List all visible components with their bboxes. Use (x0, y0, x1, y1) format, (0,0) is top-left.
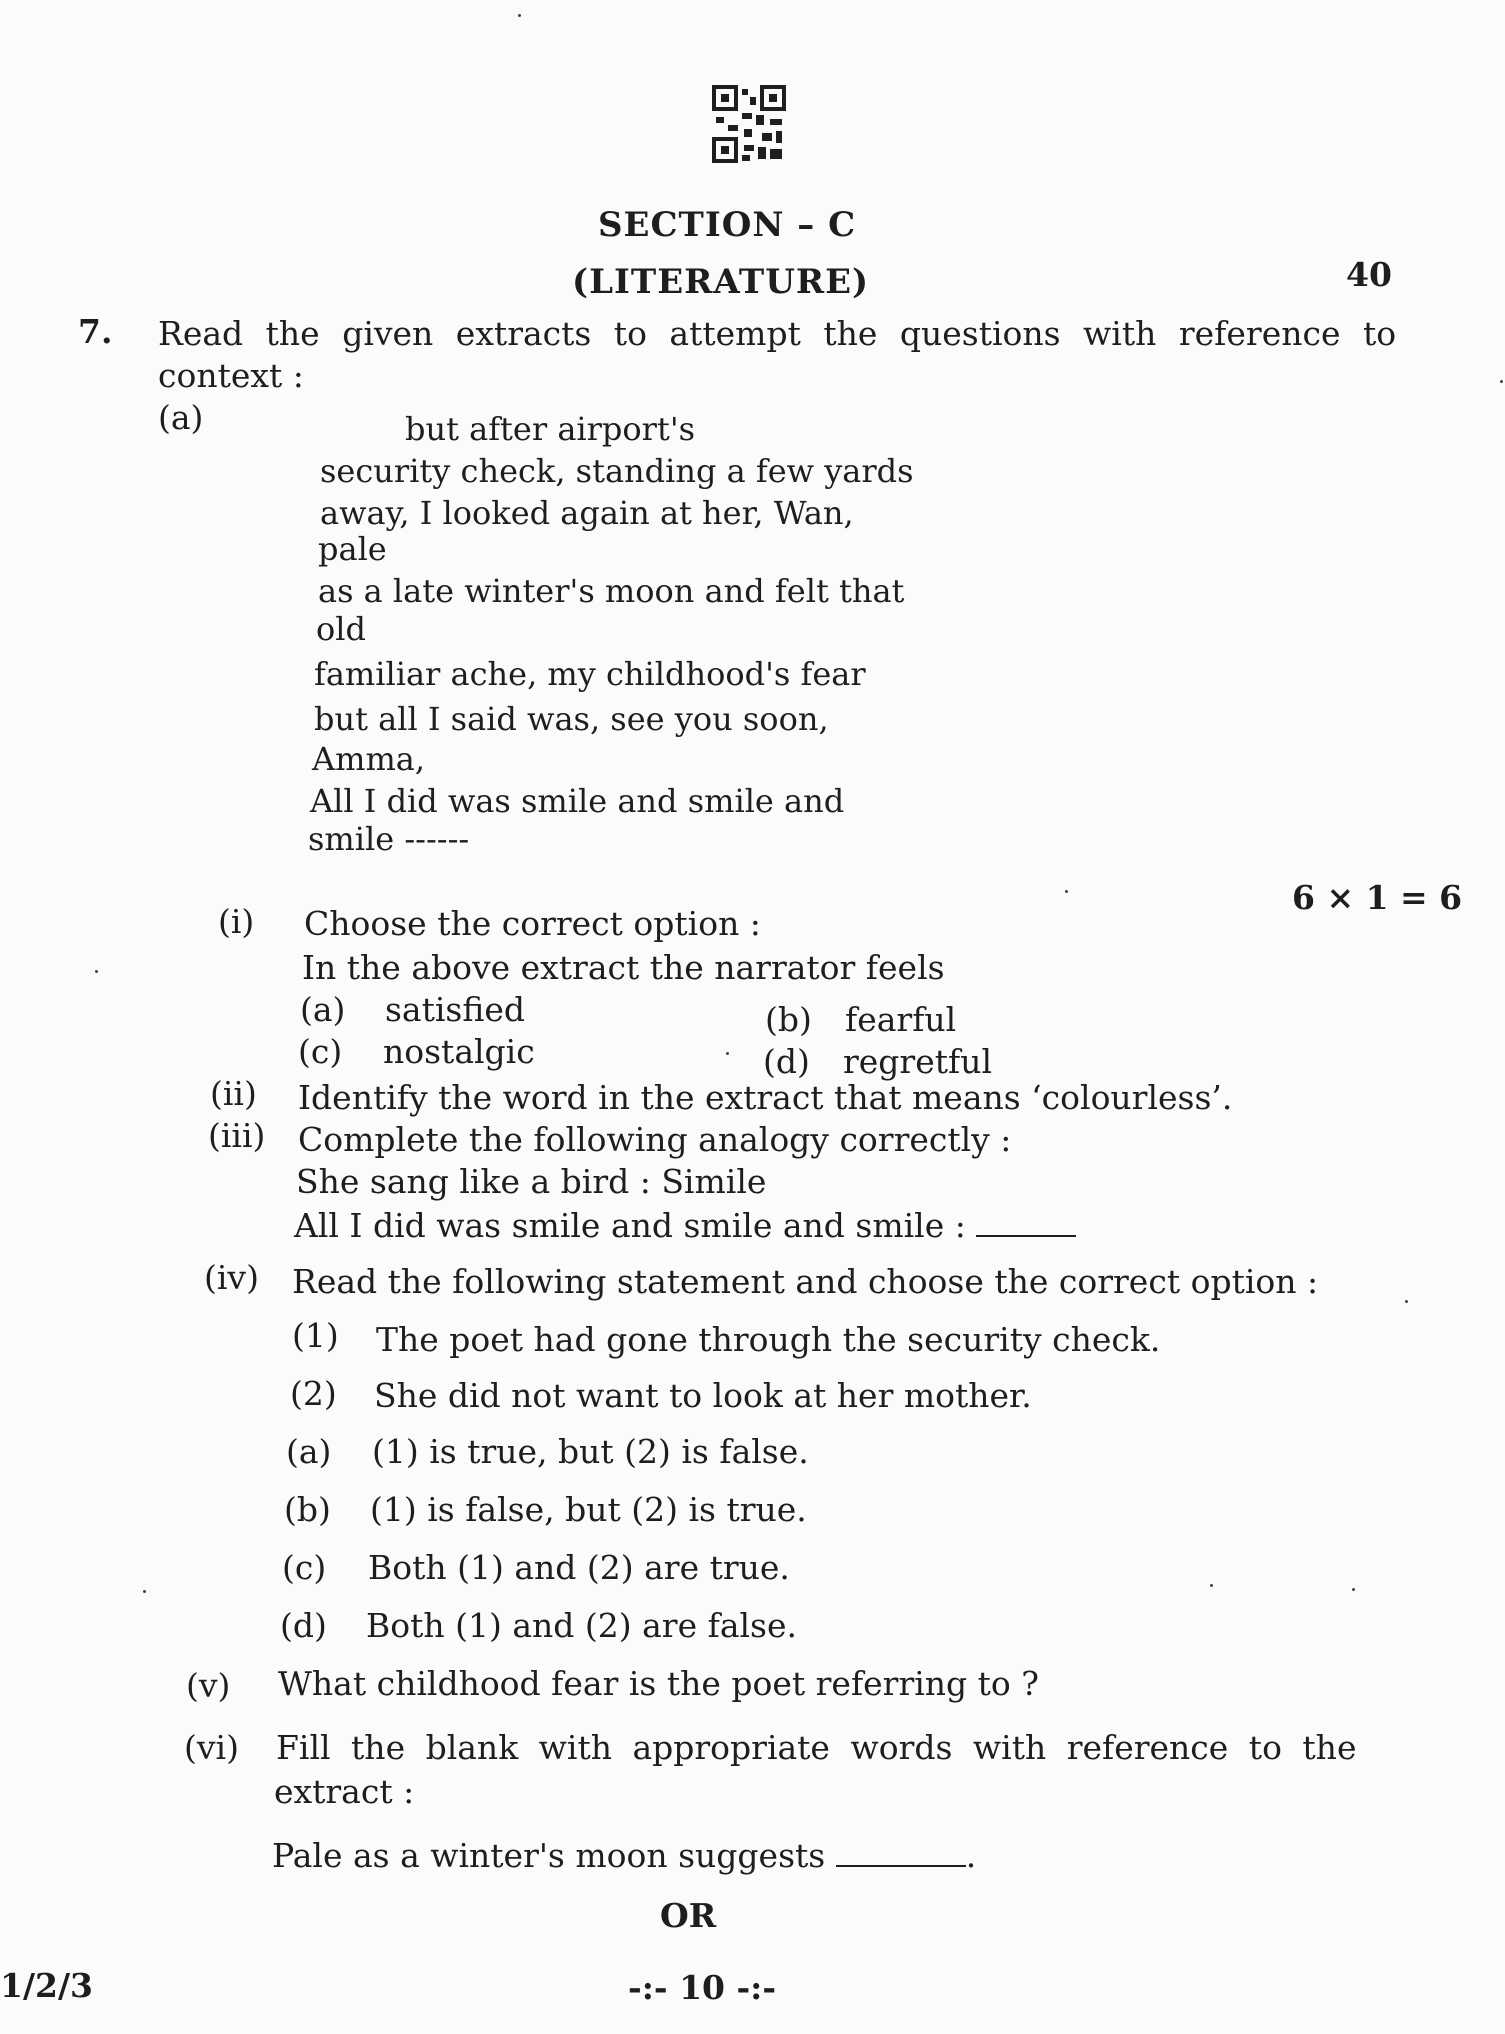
scan-speck (143, 1590, 146, 1593)
subq-ii-text: Identify the word in the extract that means ‘colourless’. (298, 1078, 1233, 1117)
scan-speck (726, 1052, 729, 1055)
poem-line: but all I said was, see you soon, (314, 700, 829, 738)
subq-label: (v) (186, 1666, 231, 1705)
option-text: satisfied (385, 990, 526, 1029)
option-label: (b) (284, 1490, 331, 1529)
option-label: (d) (280, 1606, 327, 1645)
scan-speck (1352, 1588, 1355, 1591)
option-label: (c) (298, 1032, 343, 1071)
statement-label: (2) (290, 1374, 337, 1413)
subq-label: (iv) (204, 1258, 259, 1297)
marks-scheme: 6 × 1 = 6 (1292, 878, 1463, 917)
subq-iii-line2: She sang like a bird : Simile (296, 1162, 767, 1201)
scan-speck (518, 14, 521, 17)
or-separator: OR (660, 1896, 717, 1935)
subq-label: (iii) (208, 1116, 266, 1155)
poem-line: security check, standing a few yards (320, 452, 914, 490)
section-subtitle: (LITERATURE) (572, 262, 870, 302)
poem-line: Amma, (312, 740, 426, 778)
subq-v-text: What childhood fear is the poet referring to ? (278, 1664, 1039, 1703)
poem-line: familiar ache, my childhood's fear (314, 655, 866, 693)
poem-line: All I did was smile and smile and (310, 782, 845, 820)
subq-i-line2: In the above extract the narrator feels (302, 948, 945, 987)
poem-line: away, I looked again at her, Wan, (320, 494, 854, 532)
option-text: Both (1) and (2) are false. (366, 1606, 797, 1645)
paper-code: 1/2/3 (0, 1966, 93, 2005)
section-marks: 40 (1346, 255, 1392, 294)
option-text: regretful (843, 1042, 993, 1081)
scan-speck (1065, 890, 1068, 893)
subq-iii-line3: All I did was smile and smile and smile : (294, 1206, 1076, 1245)
page-number: -:- 10 -:- (628, 1968, 777, 2007)
statement-text: The poet had gone through the security check. (376, 1320, 1161, 1359)
option-text: (1) is true, but (2) is false. (372, 1432, 809, 1471)
answer-blank (836, 1841, 966, 1867)
option-text: (1) is false, but (2) is true. (370, 1490, 807, 1529)
option-label: (a) (300, 990, 346, 1029)
poem-line: as a late winter's moon and felt that (318, 572, 905, 610)
option-label: (c) (282, 1548, 327, 1587)
question-number: 7. (78, 312, 113, 351)
scan-speck (1500, 380, 1503, 383)
subq-iii-line1: Complete the following analogy correctly : (298, 1120, 1012, 1159)
option-text: nostalgic (383, 1032, 535, 1071)
option-text: fearful (845, 1000, 957, 1039)
subq-iv-line1: Read the following statement and choose the correct option : (292, 1262, 1319, 1301)
subq-label: (i) (218, 902, 255, 941)
question-instruction-cont: context : (158, 356, 304, 395)
subq-vi-line3: Pale as a winter's moon suggests . (272, 1836, 977, 1875)
qr-code (712, 85, 786, 165)
poem-line: old (316, 610, 366, 648)
scan-speck (1405, 1300, 1408, 1303)
option-text: Both (1) and (2) are true. (368, 1548, 790, 1587)
poem-line: pale (318, 530, 387, 568)
question-instruction: Read the given extracts to attempt the questions with reference to (158, 314, 1397, 353)
option-label: (d) (763, 1042, 810, 1081)
subq-label: (vi) (184, 1728, 239, 1767)
statement-label: (1) (292, 1316, 339, 1355)
subq-label: (ii) (210, 1074, 257, 1113)
subq-vi-line1: Fill the blank with appropriate words with reference to the (276, 1728, 1357, 1767)
poem-line: but after airport's (405, 410, 696, 448)
option-label: (b) (765, 1000, 812, 1039)
poem-line: smile ------ (308, 820, 470, 858)
section-title: SECTION – C (598, 205, 857, 245)
part-label: (a) (158, 398, 204, 437)
scan-speck (95, 970, 98, 973)
scan-speck (1210, 1584, 1213, 1587)
option-label: (a) (286, 1432, 332, 1471)
statement-text: She did not want to look at her mother. (374, 1376, 1032, 1415)
subq-i-line1: Choose the correct option : (304, 904, 761, 943)
answer-blank (976, 1211, 1076, 1237)
subq-vi-line2: extract : (274, 1772, 415, 1811)
